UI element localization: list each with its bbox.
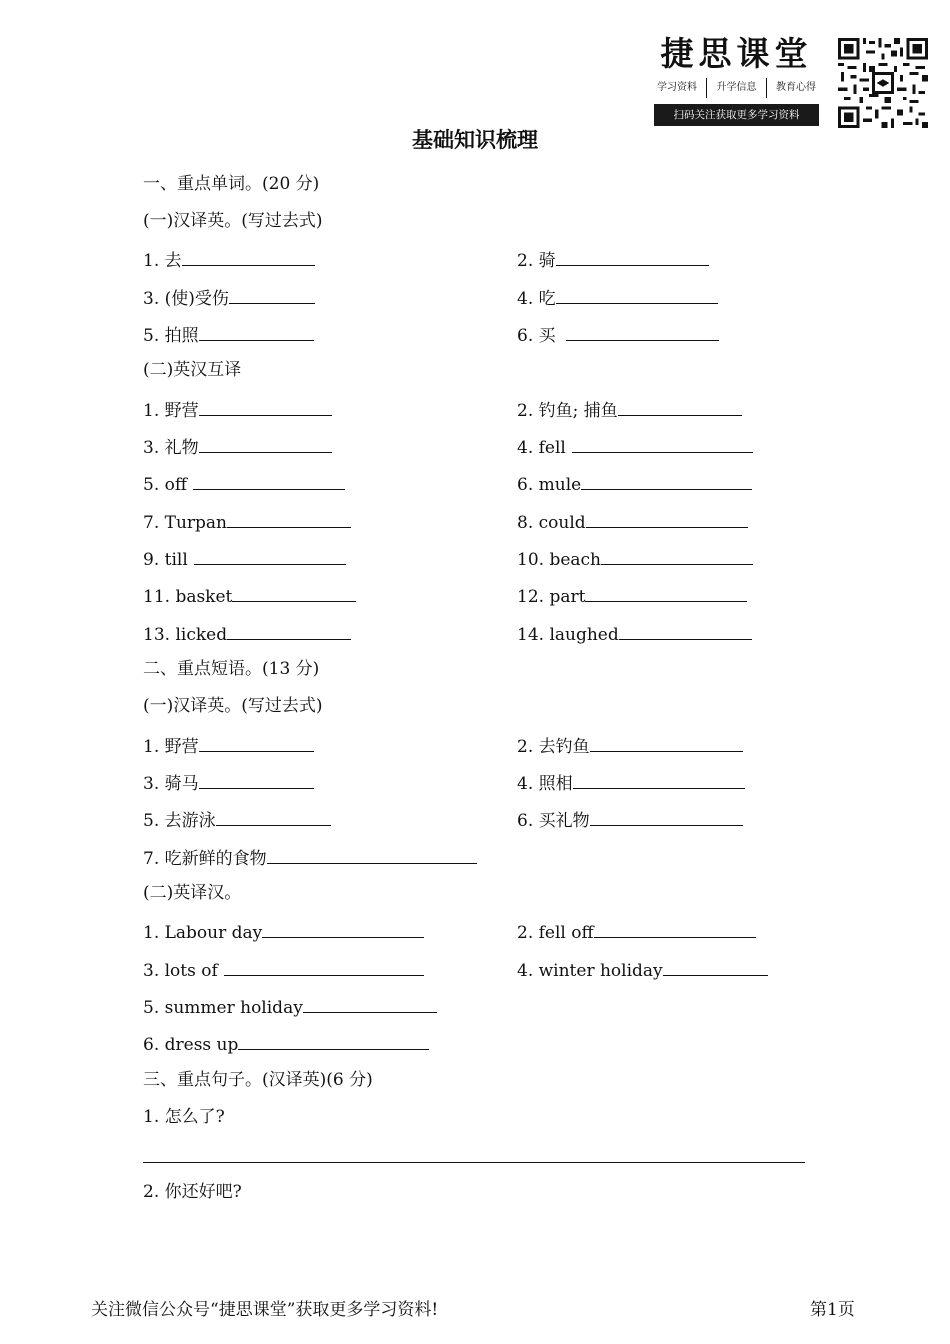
question-item xyxy=(517,956,768,983)
brand-tag: 教育心得 xyxy=(776,82,816,93)
question-label: 6. 买礼物 xyxy=(517,811,590,831)
question-item xyxy=(517,508,748,535)
question-label: 9. till xyxy=(143,550,188,570)
answer-blank[interactable] xyxy=(619,620,752,640)
question-item xyxy=(143,433,332,460)
question-item xyxy=(517,246,709,273)
answer-blank[interactable] xyxy=(586,508,748,528)
question-item xyxy=(517,769,745,796)
answer-blank[interactable] xyxy=(556,284,718,304)
question-item xyxy=(143,1030,429,1057)
question-label: 3. 骑马 xyxy=(143,774,199,794)
page-number: 第1页 xyxy=(810,1300,855,1320)
brand-logo xyxy=(654,34,819,126)
question-item xyxy=(517,470,752,497)
answer-blank[interactable] xyxy=(199,321,314,341)
answer-blank[interactable] xyxy=(238,1030,429,1050)
question-label: 14. laughed xyxy=(517,625,619,645)
answer-blank[interactable] xyxy=(585,582,747,602)
qr-code-icon xyxy=(838,38,928,128)
answer-blank[interactable] xyxy=(216,806,331,826)
question-label: 1. 去 xyxy=(143,251,182,271)
sentence-question: 1. 怎么了? xyxy=(143,1107,225,1127)
question-item xyxy=(143,769,314,796)
question-item xyxy=(517,396,742,423)
question-item xyxy=(517,732,743,759)
question-label: 7. Turpan xyxy=(143,513,228,533)
tag-divider xyxy=(766,78,767,98)
question-label: 1. Labour day xyxy=(143,923,263,943)
question-label: 8. could xyxy=(517,513,586,533)
section-2-heading: 二、重点短语。(13 分) xyxy=(143,659,320,679)
answer-line[interactable] xyxy=(143,1162,805,1163)
question-item xyxy=(143,321,314,348)
section-1-sub-1: (一)汉译英。(写过去式) xyxy=(143,211,323,231)
question-item xyxy=(517,918,756,945)
question-item xyxy=(517,620,752,647)
brand-tags xyxy=(654,78,819,98)
question-item xyxy=(143,396,332,423)
answer-blank[interactable] xyxy=(262,918,424,938)
answer-blank[interactable] xyxy=(581,470,752,490)
answer-blank[interactable] xyxy=(590,806,743,826)
question-label: 10. beach xyxy=(517,550,601,570)
question-item xyxy=(143,508,351,535)
answer-blank[interactable] xyxy=(227,620,351,640)
question-item xyxy=(143,993,437,1020)
question-label: 4. 吃 xyxy=(517,289,556,309)
page-title: 基础知识梳理 xyxy=(412,128,538,152)
section-1-heading: 一、重点单词。(20 分) xyxy=(143,174,320,194)
brand-name: 捷思课堂 xyxy=(660,34,813,73)
question-label: 5. summer holiday xyxy=(143,998,303,1018)
question-item xyxy=(143,732,314,759)
answer-blank[interactable] xyxy=(590,732,743,752)
question-label: 6. 买 xyxy=(517,326,556,346)
question-label: 1. 野营 xyxy=(143,737,199,757)
question-label: 4. fell xyxy=(517,438,566,458)
answer-blank[interactable] xyxy=(229,284,315,304)
answer-blank[interactable] xyxy=(199,396,332,416)
question-item xyxy=(143,844,477,871)
question-label: 11. basket xyxy=(143,587,233,607)
question-label: 12. part xyxy=(517,587,586,607)
question-label: 1. 野营 xyxy=(143,401,199,421)
question-item xyxy=(143,806,331,833)
answer-blank[interactable] xyxy=(573,769,745,789)
sentence-question: 2. 你还好吧? xyxy=(143,1182,242,1202)
answer-blank[interactable] xyxy=(199,433,332,453)
answer-blank[interactable] xyxy=(199,769,314,789)
question-label: 2. fell off xyxy=(517,923,594,943)
question-item xyxy=(517,284,718,311)
question-label: 5. 去游泳 xyxy=(143,811,216,831)
question-label: 13. licked xyxy=(143,625,228,645)
question-label: 2. 去钓鱼 xyxy=(517,737,590,757)
brand-tag: 学习资料 xyxy=(657,82,697,93)
question-label: 3. lots of xyxy=(143,961,218,981)
question-item xyxy=(143,918,424,945)
question-item xyxy=(517,545,753,572)
question-label: 2. 钓鱼; 捕鱼 xyxy=(517,401,618,421)
answer-blank[interactable] xyxy=(572,433,753,453)
answer-blank[interactable] xyxy=(193,470,345,490)
answer-blank[interactable] xyxy=(303,993,437,1013)
question-label: 7. 吃新鲜的食物 xyxy=(143,849,267,869)
question-item xyxy=(143,582,356,609)
question-label: 4. winter holiday xyxy=(517,961,663,981)
question-label: 6. dress up xyxy=(143,1035,239,1055)
question-item xyxy=(517,321,719,348)
question-item xyxy=(143,470,345,497)
question-label: 6. mule xyxy=(517,475,582,495)
question-item xyxy=(143,246,315,273)
question-label: 5. off xyxy=(143,475,187,495)
footer-text: 关注微信公众号“捷思课堂”获取更多学习资料! xyxy=(91,1300,439,1320)
answer-blank[interactable] xyxy=(199,732,314,752)
answer-blank[interactable] xyxy=(594,918,756,938)
question-label: 3. (使)受伤 xyxy=(143,289,229,309)
tag-divider xyxy=(706,78,707,98)
answer-blank[interactable] xyxy=(618,396,742,416)
question-label: 2. 骑 xyxy=(517,251,556,271)
section-2-sub-1: (一)汉译英。(写过去式) xyxy=(143,696,323,716)
brand-banner: 扫码关注获取更多学习资料 xyxy=(654,104,819,126)
answer-blank[interactable] xyxy=(267,844,477,864)
question-item xyxy=(517,806,743,833)
brand-tag: 升学信息 xyxy=(716,82,757,93)
section-3-heading: 三、重点句子。(汉译英)(6 分) xyxy=(143,1070,373,1090)
question-label: 5. 拍照 xyxy=(143,326,199,346)
question-item xyxy=(143,620,351,647)
question-label: 3. 礼物 xyxy=(143,438,199,458)
answer-blank[interactable] xyxy=(556,246,709,266)
answer-blank[interactable] xyxy=(194,545,346,565)
answer-blank[interactable] xyxy=(224,956,424,976)
question-label: 4. 照相 xyxy=(517,774,573,794)
answer-blank[interactable] xyxy=(232,582,356,602)
question-item xyxy=(143,956,424,983)
question-item xyxy=(517,433,753,460)
question-item xyxy=(143,545,346,572)
question-item xyxy=(517,582,747,609)
section-2-sub-2: (二)英译汉。 xyxy=(143,883,242,903)
answer-blank[interactable] xyxy=(227,508,351,528)
answer-blank[interactable] xyxy=(566,321,719,341)
answer-blank[interactable] xyxy=(182,246,315,266)
answer-blank[interactable] xyxy=(663,956,768,976)
section-1-sub-2: (二)英汉互译 xyxy=(143,360,242,380)
answer-blank[interactable] xyxy=(601,545,753,565)
question-item xyxy=(143,284,315,311)
